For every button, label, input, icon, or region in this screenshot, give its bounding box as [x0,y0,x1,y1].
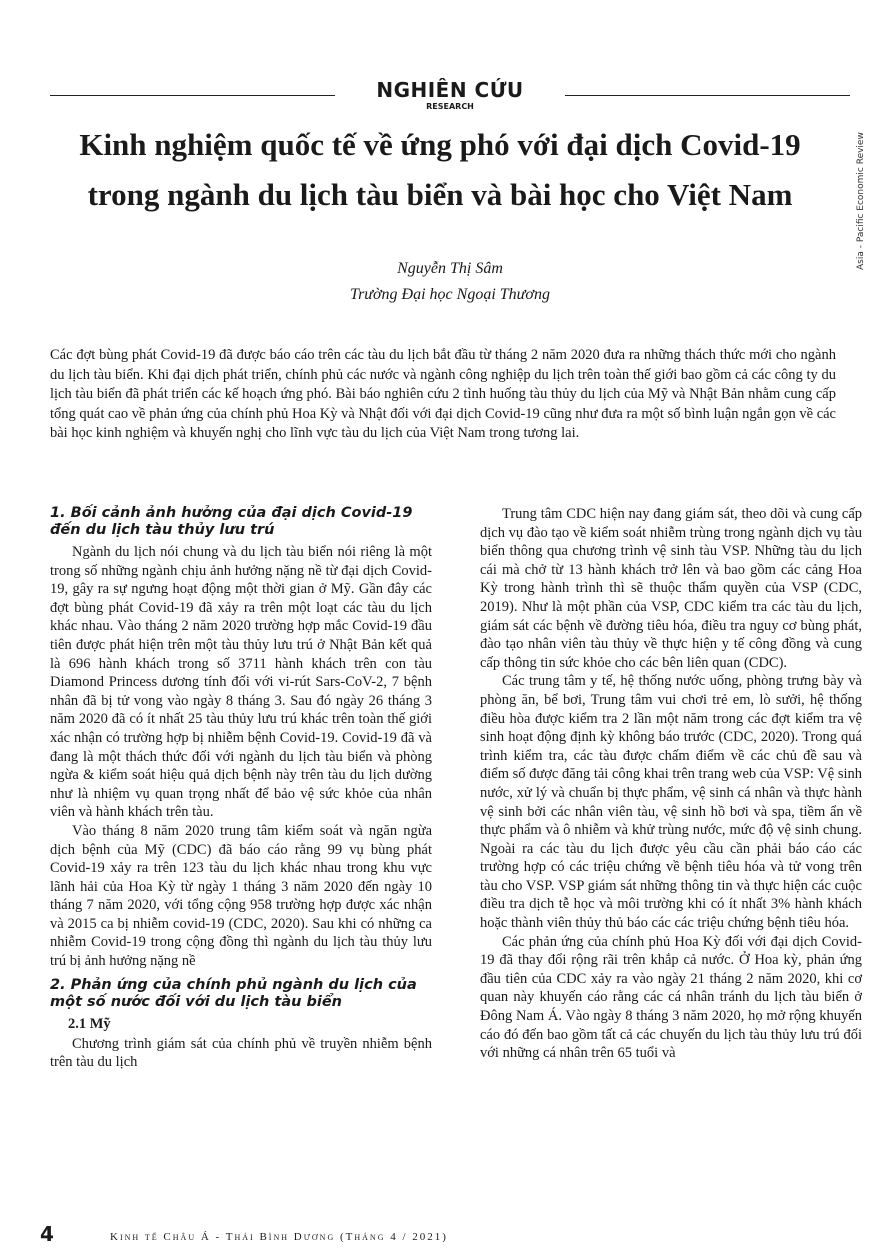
paragraph: Các trung tâm y tế, hệ thống nước uống, phòng trưng bày và phòng ăn, bể bơi, Trung tâm vui chơi trẻ em, lò sưởi, hệ thống điều hòa được kiểm tra 2 lần một năm trong các đợt kiểm tra vệ sinh hoạt động định kỳ không báo trước (CDC, 2020). Trong quá trình kiểm tra, các tàu được chấm điểm về các chủ đề sau và điểm số được đăng tải công khai trên trang web của VSP: Vệ sinh nước, xử lý và chuẩn bị thực phẩm, vệ sinh cá nhân và thực hành vệ sinh bởi các nhân viên tàu, vệ sinh hồ bơi và spa, tiềm ẩn về thực phẩm và ô nhiễm và khử trùng nước, mức độ vệ sinh chung. Ngoài ra các tàu du lịch được yêu cầu cần phải báo cáo các trường hợp có các triệu chứng về bệnh tiêu hóa và tử vong trên tàu cho VSP. VSP giám sát những thông tin và thực hiện các cuộc điều tra dịch tễ học và môi trường khi có ít nhất 3% hành khách hoặc thành viên thủy thủ báo các các triệu chứng bệnh tiêu hóa. [480,673,862,932]
page-number: 4 [40,1222,54,1246]
paragraph: Các phản ứng của chính phủ Hoa Kỳ đối với đại dịch Covid-19 đã thay đổi rộng rãi trên khắp cả nước. Ở Hoa kỳ, phản ứng đầu tiên của CDC xảy ra vào ngày 21 tháng 2 năm 2020, khi cơ quan này khuyến cáo rằng các cá nhân tránh du lịch tàu biển ở Đông Nam Á. Vào ngày 8 tháng 3 năm 2020, họ mở rộng khuyến cáo đó đến bao gồm tất cả các chuyến du lịch tàu thủy lưu trú đối với những cá nhân trên 65 tuổi và [480,933,862,1062]
author-name: Nguyễn Thị Sâm [397,260,503,277]
left-column [50,505,432,1072]
section-heading-2: 2. Phản ứng của chính phủ ngành du lịch của một số nước đối với du lịch tàu biển [50,976,417,1010]
abstract: Các đợt bùng phát Covid-19 đã được báo cáo trên các tàu du lịch bắt đầu từ tháng 2 năm 2020 đưa ra những thách thức mới cho ngành du lịch tàu biển. Khi đại dịch phát triển, chính phủ các nước và ngành công nghiệp du lịch trên toàn thế giới bao gồm cả các công ty du lịch tàu biển đã phát triển các kế hoạch ứng phó. Bài báo nghiên cứu 2 tình huống tàu thủy du lịch của Mỹ và Nhật Bản nhằm cung cấp tổng quát cao về phản ứng của chính phủ Hoa Kỳ và Nhật đối với đại dịch Covid-19 cũng như đưa ra một số bình luận ngắn gọn về các bài học kinh nghiệm và khuyến nghị cho lĩnh vực tàu du lịch của Việt Nam trong tương lai. [50,347,836,441]
paragraph: Chương trình giám sát của chính phủ về truyền nhiễm bệnh trên tàu du lịch [50,1035,432,1071]
title-line-1: Kinh nghiệm quốc tế về ứng phó với đại dịch Covid-19 [79,127,801,162]
section-sublabel: RESEARCH [426,102,474,111]
header-rule-right [565,95,850,96]
article-title [40,120,840,220]
paragraph: Trung tâm CDC hiện nay đang giám sát, theo dõi và cung cấp dịch vụ đào tạo về kiểm soát nhiễm trùng trong ngành dịch vụ tàu biển thông qua chương trình vệ sinh tàu VSP. Những tàu du lịch cái mà chở từ 13 hành khách trở lên và bao gồm các cảng Hoa Kỳ trong hành trình thì sẽ thuộc thẩm quyền của VSP (CDC, 2019). Như là một phần của VSP, CDC kiểm tra các tàu du lịch, giám sát các bệnh về đường tiêu hóa, điều tra nguy cơ bùng phát, đào tạo nhân viên tàu thủy về thực hiện y tế công đồng và cung cấp thông tin sức khỏe cho các bên liên quan (CDC). [480,506,862,671]
journal-side-label: Asia - Pacific Economic Review [856,132,866,270]
section-label: NGHIÊN CỨU [376,78,524,102]
paragraph: Ngành du lịch nói chung và du lịch tàu biển nói riêng là một trong số những ngành chịu ảnh hưởng nặng nề từ đại dịch Covid-19, gây ra sự ngưng hoạt động một thời gian ở Mỹ. Gần đây các đợt bùng phát Covid-19 đã xảy ra trên một loạt các tàu du lịch khác nhau. Vào tháng 2 năm 2020 trường hợp mắc Covid-19 đầu tiên được phát hiện trên một tàu thủy lưu trú ở Nhật Bản kết quả là 696 hành khách trong số 3711 hành khách trên con tàu Diamond Princess dương tính đối với vi-rút Sars-CoV-2, 7 bệnh nhân đã bị tử vong vào ngày 8 tháng 3. Sau đó ngày 26 tháng 3 năm 2020 đã có ít nhất 25 tàu thủy lưu trú khác trên toàn thế giới xác nhận có trường hợp bị nhiễm bệnh Covid-19. Covid-19 đã và đang là một thách thức đối với ngành du lịch tàu biển và phòng ngừa & kiểm soát hiệu quả dịch bệnh này trên tàu du lịch dường như là nhiệm vụ quan trọng nhất để bảo vệ sức khỏe của nhân viên và hành khách trên tàu. [50,544,432,821]
paragraph: Vào tháng 8 năm 2020 trung tâm kiểm soát và ngăn ngừa dịch bệnh của Mỹ (CDC) đã báo cáo rằng 99 vụ bùng phát Covid-19 xảy ra trên 123 tàu du lịch khác nhau trong khu vực lãnh hải của Hoa Kỳ từ ngày 1 tháng 3 năm 2020 đến ngày 10 tháng 7 năm 2020, với tổng cộng 958 trường hợp được xác nhận và 2015 ca bị nhiễm covid-19 (CDC, 2020). Sau khi có những ca nhiễm Covid-19 trong cộng đồng thì ngành du lịch tàu thủy lưu trú bị ảnh hưởng nặng nề [50,822,432,970]
header-rule-left [50,95,335,96]
subsection-heading: 2.1 Mỹ [68,1015,111,1032]
title-line-2: trong ngành du lịch tàu biển và bài học cho Việt Nam [87,177,793,212]
journal-name: Kinh tế Châu Á - Thái Bình Dương (Tháng 4 / 2021) [110,1231,448,1243]
right-column [480,505,862,1063]
section-heading-1: 1. Bối cảnh ảnh hưởng của đại dịch Covid-19 đến du lịch tàu thủy lưu trú [50,505,413,538]
author-affiliation: Trường Đại học Ngoại Thương [350,286,550,303]
